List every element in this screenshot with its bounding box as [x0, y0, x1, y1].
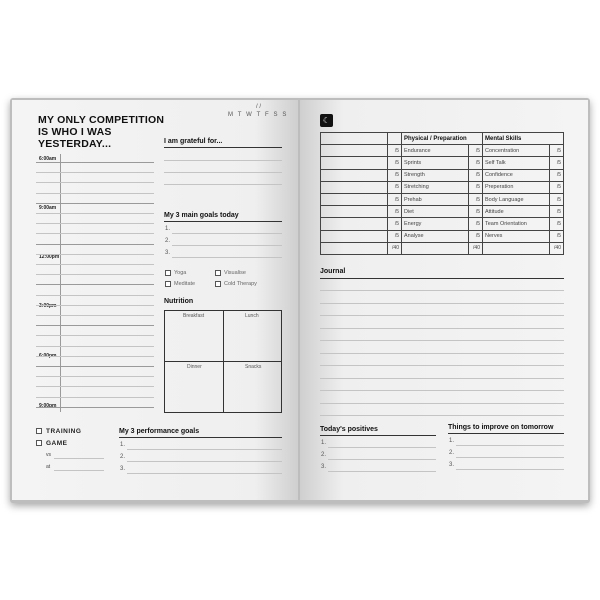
meal-snacks[interactable]: Snacks: [245, 364, 262, 370]
schedule-line[interactable]: [36, 356, 154, 357]
journal-heading: Journal: [320, 268, 346, 275]
schedule-line[interactable]: [36, 182, 154, 183]
goal-line[interactable]: [172, 233, 282, 234]
nutrition-grid: [164, 310, 282, 413]
positive-line[interactable]: [328, 447, 436, 448]
score-cell[interactable]: /5: [549, 145, 563, 157]
score-cell[interactable]: /5: [549, 181, 563, 193]
score-cell[interactable]: /5: [468, 193, 482, 205]
week-ticks: / /: [256, 104, 262, 110]
grateful-heading: I am grateful for...: [164, 138, 223, 145]
score-cell[interactable]: /5: [549, 169, 563, 181]
page-title: [38, 114, 164, 150]
right-page: [300, 100, 588, 500]
grateful-line[interactable]: [164, 160, 282, 161]
goal-number: 1.: [165, 226, 171, 232]
checkbox-label: Cold Therapy: [224, 281, 257, 287]
skills-table: [320, 132, 564, 255]
journal-line[interactable]: [320, 290, 564, 291]
skills-table-body: [321, 133, 564, 255]
mental-skill-label: Concentration: [482, 145, 549, 157]
time-label: 9:00pm: [39, 403, 57, 409]
score-cell[interactable]: /5: [387, 230, 401, 242]
score-cell[interactable]: /5: [387, 157, 401, 169]
vs-label: vs: [46, 452, 51, 458]
score-cell[interactable]: /5: [549, 193, 563, 205]
skills-blank-cell[interactable]: [321, 181, 388, 193]
skills-row: [321, 230, 564, 242]
journal-line[interactable]: [320, 353, 564, 354]
physical-skill-label: Prehab: [401, 193, 468, 205]
score-cell[interactable]: /5: [387, 218, 401, 230]
training-checkbox[interactable]: [36, 428, 42, 434]
journal-line[interactable]: [320, 390, 564, 391]
total-cell[interactable]: /40: [468, 242, 482, 254]
moon-icon: ☾: [320, 114, 333, 127]
journal-line[interactable]: [320, 403, 564, 404]
time-label: 6:00pm: [39, 353, 57, 359]
skills-row: [321, 145, 564, 157]
improve-number: 1.: [449, 438, 455, 444]
schedule-line[interactable]: [36, 335, 154, 336]
grateful-underline: [164, 147, 282, 148]
skills-header-blank: [387, 133, 401, 145]
schedule-line[interactable]: [36, 254, 154, 255]
goal-number: 3.: [165, 250, 171, 256]
skills-blank-cell[interactable]: [321, 218, 388, 230]
skills-blank-cell[interactable]: [321, 157, 388, 169]
score-cell[interactable]: /5: [387, 169, 401, 181]
score-cell[interactable]: /5: [387, 181, 401, 193]
meditate-checkbox[interactable]: [165, 281, 171, 287]
schedule-line[interactable]: [36, 295, 154, 296]
schedule-line[interactable]: [36, 203, 154, 204]
week-days: M T W T F S S: [228, 112, 289, 118]
score-cell[interactable]: /5: [387, 206, 401, 218]
performance-number: 3.: [120, 466, 126, 472]
mental-skill-label: Body Language: [482, 193, 549, 205]
journal-underline: [320, 278, 564, 279]
schedule-line[interactable]: [36, 284, 154, 285]
physical-skill-label: Sprints: [401, 157, 468, 169]
journal-line[interactable]: [320, 340, 564, 341]
score-cell[interactable]: /5: [468, 218, 482, 230]
mental-skill-label: Team Orientation: [482, 218, 549, 230]
score-cell[interactable]: /5: [387, 193, 401, 205]
vs-line[interactable]: [54, 458, 104, 459]
performance-number: 2.: [120, 454, 126, 460]
performance-line[interactable]: [127, 449, 282, 450]
mental-skill-label: Self Talk: [482, 157, 549, 169]
skills-blank-cell[interactable]: [321, 193, 388, 205]
mental-skill-label: Nerves: [482, 230, 549, 242]
schedule-line[interactable]: [36, 264, 154, 265]
schedule-line[interactable]: [36, 376, 154, 377]
performance-number: 1.: [120, 442, 126, 448]
journal-line[interactable]: [320, 378, 564, 379]
positive-line[interactable]: [328, 459, 436, 460]
physical-skill-label: Diet: [401, 206, 468, 218]
skills-blank-cell[interactable]: [321, 206, 388, 218]
goals-heading: My 3 main goals today: [164, 212, 239, 219]
performance-heading: My 3 performance goals: [119, 428, 200, 435]
journal-line[interactable]: [320, 415, 564, 416]
skills-header-mental: Mental Skills: [482, 133, 563, 145]
checkbox-label: Yoga: [174, 270, 187, 276]
score-cell[interactable]: /5: [549, 218, 563, 230]
skills-blank-cell: [401, 242, 468, 254]
grateful-line[interactable]: [164, 184, 282, 185]
cold-therapy-checkbox[interactable]: [215, 281, 221, 287]
skills-blank-cell: [321, 242, 388, 254]
skills-row: [321, 157, 564, 169]
skills-header-blank: [321, 133, 388, 145]
checkbox-label: Visualise: [224, 270, 246, 276]
schedule-line[interactable]: [36, 244, 154, 245]
grateful-line[interactable]: [164, 172, 282, 173]
visualise-checkbox[interactable]: [215, 270, 221, 276]
game-checkbox[interactable]: [36, 440, 42, 446]
skills-row: [321, 206, 564, 218]
schedule-line[interactable]: [36, 274, 154, 275]
improve-line[interactable]: [456, 469, 564, 470]
goals-underline: [164, 221, 282, 222]
schedule-line[interactable]: [36, 366, 154, 367]
meal-dinner[interactable]: Dinner: [187, 364, 202, 370]
skills-row: [321, 169, 564, 181]
training-label: TRAINING: [46, 428, 82, 435]
skills-row: [321, 193, 564, 205]
score-cell[interactable]: /5: [387, 145, 401, 157]
positives-underline: [320, 435, 436, 436]
improve-number: 2.: [449, 450, 455, 456]
schedule-line[interactable]: [36, 193, 154, 194]
schedule-line[interactable]: [36, 223, 154, 224]
skills-blank-cell: [482, 242, 549, 254]
positive-number: 3.: [321, 464, 327, 470]
schedule-line[interactable]: [36, 172, 154, 173]
schedule-line[interactable]: [36, 325, 154, 326]
performance-line[interactable]: [127, 461, 282, 462]
positives-heading: Today's positives: [320, 426, 378, 433]
score-cell[interactable]: /5: [468, 230, 482, 242]
nutrition-heading: Nutrition: [164, 298, 194, 305]
improve-line[interactable]: [456, 457, 564, 458]
title-line-1: MY ONLY COMPETITION: [38, 114, 165, 126]
meal-lunch[interactable]: Lunch: [245, 313, 259, 319]
improve-underline: [448, 433, 564, 434]
skills-blank-cell[interactable]: [321, 230, 388, 242]
journal-line[interactable]: [320, 365, 564, 366]
mental-skill-label: Preperation: [482, 181, 549, 193]
score-cell[interactable]: /5: [468, 169, 482, 181]
time-label: 9:00am: [39, 205, 57, 211]
score-cell[interactable]: /5: [468, 145, 482, 157]
schedule-line[interactable]: [36, 305, 154, 306]
skills-blank-cell[interactable]: [321, 169, 388, 181]
positive-number: 1.: [321, 440, 327, 446]
schedule-line[interactable]: [36, 213, 154, 214]
score-cell[interactable]: /5: [468, 206, 482, 218]
time-label: 3:00pm: [39, 303, 57, 309]
time-label: 12:00pm: [39, 254, 60, 260]
schedule-line[interactable]: [36, 397, 154, 398]
checkbox-label: Meditate: [174, 281, 196, 287]
game-label: GAME: [46, 440, 68, 447]
score-cell[interactable]: /5: [468, 181, 482, 193]
improve-number: 3.: [449, 462, 455, 468]
score-cell[interactable]: /5: [549, 157, 563, 169]
total-cell[interactable]: /40: [387, 242, 401, 254]
skills-total-row: [321, 242, 564, 254]
skills-blank-cell[interactable]: [321, 145, 388, 157]
improve-line[interactable]: [456, 445, 564, 446]
improve-heading: Things to improve on tomorrow: [448, 424, 554, 431]
skills-row: [321, 181, 564, 193]
performance-line[interactable]: [127, 473, 282, 474]
journal-line[interactable]: [320, 315, 564, 316]
physical-skill-label: Analyse: [401, 230, 468, 242]
time-label: 6:00am: [39, 156, 57, 162]
goal-line[interactable]: [172, 245, 282, 246]
meal-breakfast[interactable]: Breakfast: [183, 313, 205, 319]
at-line[interactable]: [54, 470, 104, 471]
schedule-line[interactable]: [36, 407, 154, 408]
score-cell[interactable]: /5: [549, 206, 563, 218]
physical-skill-label: Strength: [401, 169, 468, 181]
score-cell[interactable]: /5: [468, 157, 482, 169]
physical-skill-label: Stretching: [401, 181, 468, 193]
mental-skill-label: Attitude: [482, 206, 549, 218]
score-cell[interactable]: /5: [549, 230, 563, 242]
physical-skill-label: Energy: [401, 218, 468, 230]
journal-line[interactable]: [320, 303, 564, 304]
skills-row: [321, 218, 564, 230]
physical-skill-label: Endurance: [401, 145, 468, 157]
at-label: at: [46, 464, 51, 470]
schedule-line[interactable]: [36, 162, 154, 163]
journal-line[interactable]: [320, 328, 564, 329]
total-cell[interactable]: /40: [549, 242, 563, 254]
positive-line[interactable]: [328, 471, 436, 472]
goal-line[interactable]: [172, 257, 282, 258]
schedule-line[interactable]: [36, 346, 154, 347]
left-page: [12, 100, 298, 500]
skills-header-row: [321, 133, 564, 145]
schedule-line[interactable]: [36, 386, 154, 387]
yoga-checkbox[interactable]: [165, 270, 171, 276]
nutrition-hdivider: [165, 361, 281, 362]
title-line-3: YESTERDAY...: [38, 138, 112, 150]
schedule-line[interactable]: [36, 233, 154, 234]
skills-header-physical: Physical / Preparation: [401, 133, 482, 145]
goal-number: 2.: [165, 238, 171, 244]
schedule-line[interactable]: [36, 315, 154, 316]
positive-number: 2.: [321, 452, 327, 458]
performance-underline: [119, 437, 282, 438]
mental-skill-label: Confidence: [482, 169, 549, 181]
title-line-2: IS WHO I WAS: [38, 126, 112, 138]
